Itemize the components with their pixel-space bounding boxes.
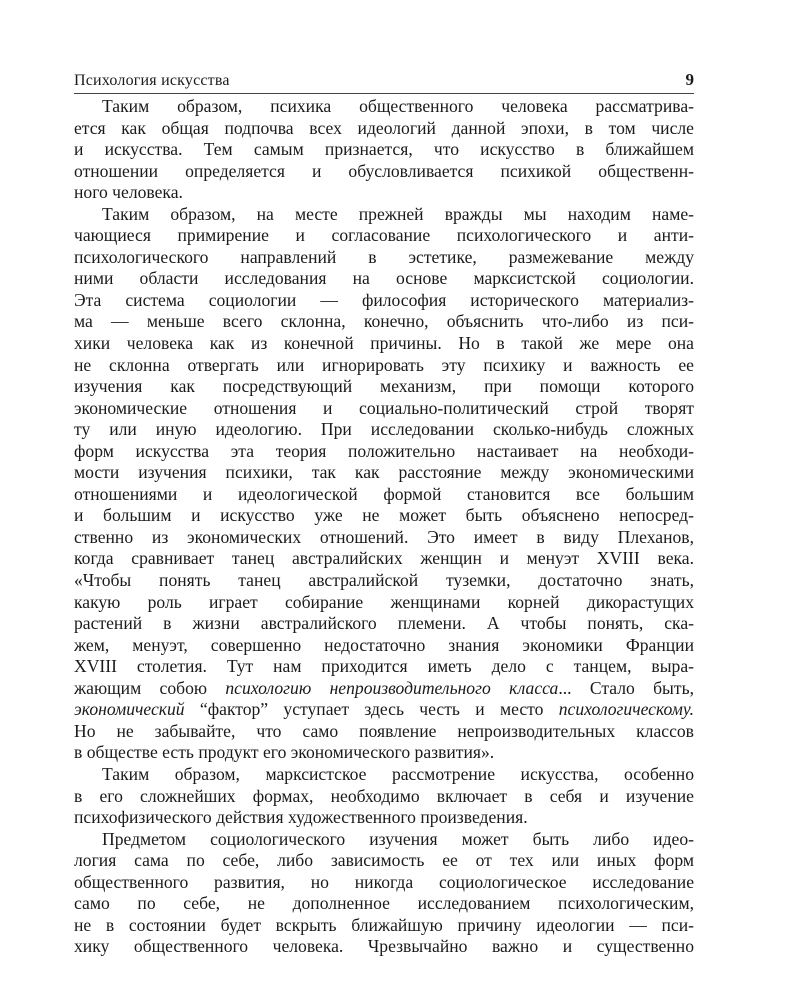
text-line: ственно из экономических отношений. Это имеет в виду Плеханов,: [74, 526, 694, 547]
italic-phrase: экономический: [74, 699, 185, 720]
text-line: Таким образом, марксистское рассмотрение искусства, особенно: [102, 763, 694, 784]
text-line: Эта система социологии — философия исторического материализ-: [74, 289, 694, 310]
italic-phrase: психологию непроизводительного класса: [225, 677, 559, 698]
text-line: психофизического действия художественного произведения.: [74, 807, 528, 828]
text-line: растений в жизни австралийского племени. А чтобы понять, ска-: [74, 613, 694, 634]
text-line: в его сложнейших формах, необходимо включает в себя и изучение: [74, 785, 694, 806]
text-line: [74, 699, 694, 721]
text-segment: ... Стало быть,: [558, 677, 694, 698]
text-line: [74, 678, 694, 700]
text-line: изучения как посредствующий механизм, при помощи которого: [74, 376, 694, 397]
text-line: отношениями и идеологической формой становится все большим: [74, 483, 694, 504]
text-line: «Чтобы понять танец австралийской туземки, достаточно знать,: [74, 570, 694, 591]
text-line: чающиеся примирение и согласование психологического и анти-: [74, 225, 694, 246]
text-line: XVIII столетия. Тут нам приходится иметь дело с танцем, выра-: [74, 656, 694, 677]
text-line: логия сама по себе, либо зависимость ее от тех или иных форм: [74, 850, 694, 871]
text-line: когда сравнивает танец австралийских женщин и менуэт XVIII века.: [74, 548, 694, 569]
text-line: Предметом социологического изучения может быть либо идео-: [102, 828, 694, 849]
text-line: психологического направлений в эстетике, размежевание между: [74, 246, 694, 267]
text-line: ту или иную идеологию. При исследовании сколько-нибудь сложных: [74, 419, 694, 440]
text-line: не в состоянии будет вскрыть ближайшую причину идеологии — пси-: [74, 914, 694, 935]
text-line: само по себе, не дополненное исследованием психологическим,: [74, 893, 694, 914]
text-line: Таким образом, на месте прежней вражды мы находим наме-: [102, 203, 694, 224]
text-line: ними области исследования на основе марксистской социологии.: [74, 268, 694, 289]
text-line: форм искусства эта теория положительно настаивает на необходи-: [74, 440, 694, 461]
text-line: не склонна отвергать или игнорировать эту психику и важность ее: [74, 354, 694, 375]
text-line: и большим и искусство уже не может быть объяснено непосред-: [74, 505, 694, 526]
body-text: [74, 96, 694, 958]
text-line: жем, менуэт, совершенно недостаточно знания экономики Франции: [74, 634, 694, 655]
text-line: Таким образом, психика общественного человека рассматрива-: [102, 96, 694, 116]
italic-phrase: психологическому.: [558, 699, 694, 720]
text-line: хику общественного человека. Чрезвычайно важно и существенно: [74, 936, 694, 957]
text-line: ного человека.: [74, 182, 183, 203]
text-line: ма — меньше всего склонна, конечно, объяснить что-либо из пси-: [74, 311, 694, 332]
text-line: экономические отношения и социально-политический строй творят: [74, 397, 694, 418]
text-line: в обществе есть продукт его экономического развития».: [74, 742, 495, 763]
text-line: и искусства. Тем самым признается, что искусство в ближайшем: [74, 139, 694, 160]
text-line: ется как общая подпочва всех идеологий данной эпохи, в том числе: [74, 117, 694, 138]
text-line: какую роль играет собирание женщинами корней дикорастущих: [74, 591, 694, 612]
text-line: общественного развития, но никогда социологическое исследование: [74, 871, 694, 892]
text-segment: жающим собою: [74, 677, 226, 698]
page-number: 9: [685, 70, 694, 89]
text-line: отношении определяется и обусловливается психикой общественн-: [74, 160, 694, 181]
text-line: мости изучения психики, так как расстояние между экономическими: [74, 462, 694, 483]
text-line: Но не забывайте, что само появление непроизводительных классов: [74, 720, 694, 741]
running-title: Психология искусства: [74, 72, 230, 89]
header-rule: [74, 93, 694, 94]
text-line: хики человека как из конечной причины. Но в такой же мере она: [74, 333, 694, 354]
running-header: [74, 70, 694, 92]
text-segment: “фактор” уступает здесь честь и место: [184, 699, 559, 720]
